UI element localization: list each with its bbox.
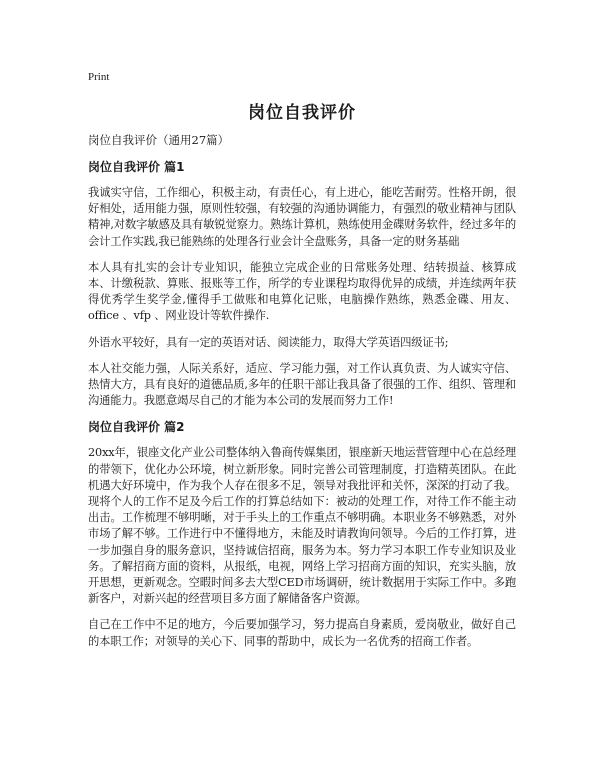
print-link[interactable]: Print xyxy=(88,71,110,83)
paragraph: 自己在工作中不足的地方，今后要加强学习，努力提高自身素质，爱岗敬业，做好自己的本职工作；对领导的关心下、同事的帮助中，成长为一名优秀的招商工作者。 xyxy=(88,618,516,648)
section-1 xyxy=(88,159,516,409)
section-heading: 岗位自我评价 篇1 xyxy=(88,160,185,174)
section-heading: 岗位自我评价 篇2 xyxy=(88,420,185,435)
paragraph: 本人社交能力强，人际关系好，适应、学习能力强，对工作认真负责、为人诚实守信、热情大方，具有良好的道德品质,多年的任职干部让我具备了很强的工作、组织、管理和沟通能力。我愿意竭尽自己的才能为本公司的发展而努力工作! xyxy=(88,361,516,408)
page-title: 岗位自我评价 xyxy=(248,103,356,123)
document-body xyxy=(88,132,516,660)
section-2 xyxy=(88,419,516,649)
paragraph: 20xx年，银座文化产业公司整体纳入鲁商传媒集团，银座新天地运营管理中心在总经理的带领下，优化办公环境，树立新形象。同时完善公司管理制度，打造精英团队。在此机遇大好环境中，作为我个人存在很多不足，领导对我批评和关怀，深深的打动了我。现将个人的工作不足及今后工作的打算总结如下：被动的处理工作，对待工作不能主动出击。工作梳理不够明晰，对于手头上的工作重点不够明确。本职业务不够熟悉，对外市场了解不够。工作进行中不懂得地方，未能及时请教询问领导。今后的工作打算，进一步加强自身的服务意识，坚持诚信招商，服务为本。努力学习本职工作专业知识及业务。了解招商方面的资料，从报纸，电视，网络上学习招商方面的知识，充实头脑，放开思想，更新观念。空暇时间多去大型CED市场调研，统计数据用于实际工作中。多跑新客户，对新兴起的经营项目多方面了解储备客户资源。 xyxy=(88,446,516,606)
document-subtitle: 岗位自我评价（通用27篇） xyxy=(88,133,230,147)
paragraph: 我诚实守信，工作细心，积极主动，有责任心，有上进心，能吃苦耐劳。性格开朗，很好相处，适用能力强，原则性较强，有较强的沟通协调能力，有强烈的敬业精神与团队精神,对数字敏感及具有敏锐觉察力。熟练计算机，熟练使用金碟财务软件，经过多年的会计工作实践,我已能熟练的处理各行业会计全盘账务，具备一定的财务基础 xyxy=(88,186,516,248)
paragraph: 外语水平较好，具有一定的英语对话、阅读能力，取得大学英语四级证书; xyxy=(88,335,449,349)
paragraph: 本人具有扎实的会计专业知识，能独立完成企业的日常账务处理、结转损益、核算成本、计缴税款、算账、报账等工作，所学的专业课程均取得优异的成绩，并连续两年获得优秀学生奖学金,懂得手工做账和电算化记账，电脑操作熟练，熟悉金碟、用友、office 、vfp 、网业设计等软件操作. xyxy=(88,260,516,323)
